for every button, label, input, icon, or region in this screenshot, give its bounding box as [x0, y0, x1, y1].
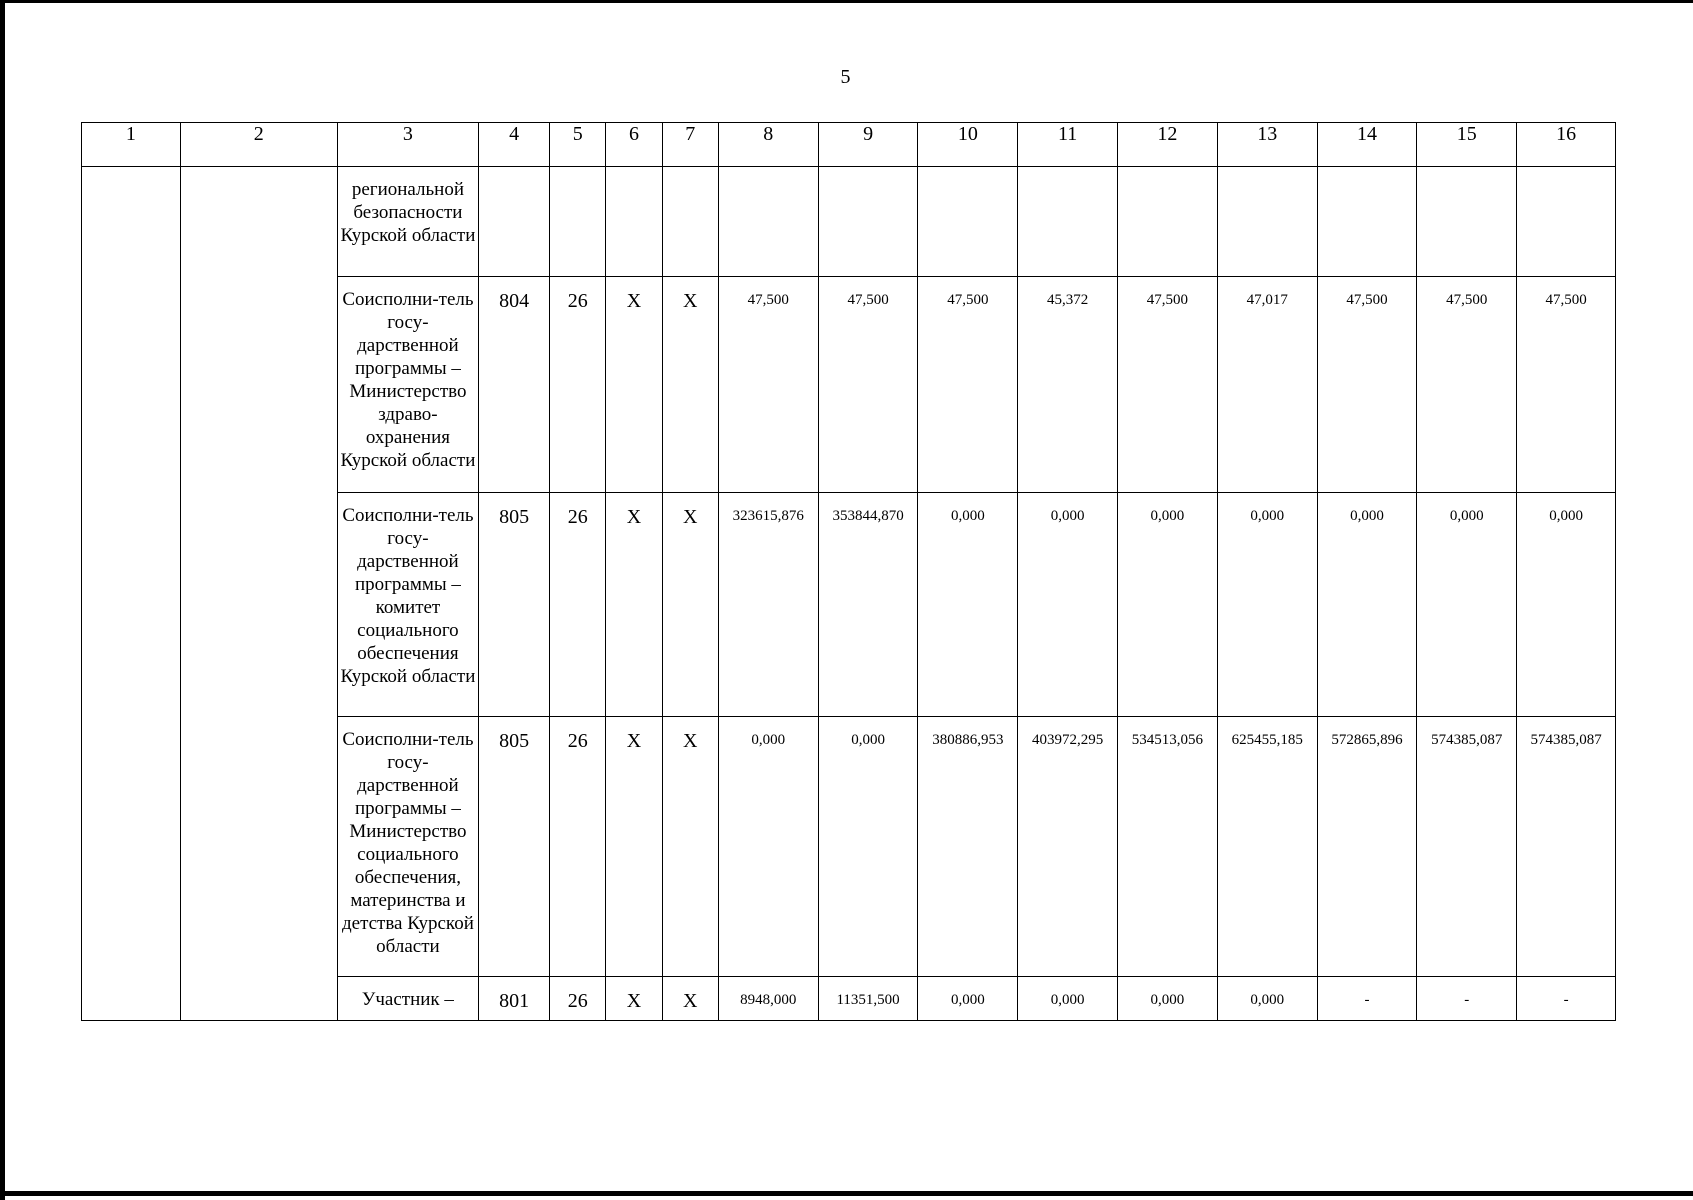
- header-cell-12: 12: [1118, 123, 1218, 167]
- header-cell-10: 10: [918, 123, 1018, 167]
- header-cell-3: 3: [337, 123, 478, 167]
- row-description: Соисполни-тель госу-дарственной программы – Министерство социального обеспечения, материнства и детства Курской области: [337, 717, 478, 977]
- cell-col14: [1317, 167, 1417, 277]
- cell-col15: 47,500: [1417, 277, 1517, 493]
- cell-col13: 625455,185: [1217, 717, 1317, 977]
- cell-col9: 0,000: [818, 717, 918, 977]
- cell-col13: 47,017: [1217, 277, 1317, 493]
- header-cell-7: 7: [662, 123, 718, 167]
- merged-cell-col1: [82, 167, 181, 1021]
- cell-col10: 0,000: [918, 493, 1018, 717]
- cell-col16: 0,000: [1517, 493, 1616, 717]
- header-cell-1: 1: [82, 123, 181, 167]
- cell-col4: 801: [479, 977, 550, 1021]
- header-cell-11: 11: [1018, 123, 1118, 167]
- page-number: 5: [840, 66, 851, 88]
- cell-col7: [662, 167, 718, 277]
- table-row: [82, 167, 1616, 277]
- cell-col4: 805: [479, 493, 550, 717]
- cell-col5: 26: [550, 277, 606, 493]
- header-cell-16: 16: [1517, 123, 1616, 167]
- cell-col10: [918, 167, 1018, 277]
- cell-col7: Х: [662, 277, 718, 493]
- cell-col12: 0,000: [1118, 493, 1218, 717]
- cell-col13: [1217, 167, 1317, 277]
- cell-col7: Х: [662, 977, 718, 1021]
- cell-col16: 574385,087: [1517, 717, 1616, 977]
- header-cell-14: 14: [1317, 123, 1417, 167]
- cell-col14: 572865,896: [1317, 717, 1417, 977]
- cell-col10: 47,500: [918, 277, 1018, 493]
- cell-col10: 0,000: [918, 977, 1018, 1021]
- scan-edge-top: [0, 0, 1693, 3]
- cell-col8: 323615,876: [718, 493, 818, 717]
- cell-col12: [1118, 167, 1218, 277]
- merged-cell-col2: [180, 167, 337, 1021]
- cell-col5: 26: [550, 493, 606, 717]
- cell-col11: 45,372: [1018, 277, 1118, 493]
- header-cell-9: 9: [818, 123, 918, 167]
- cell-col9: [818, 167, 918, 277]
- cell-col5: 26: [550, 977, 606, 1021]
- cell-col14: 47,500: [1317, 277, 1417, 493]
- cell-col4: [479, 167, 550, 277]
- cell-col6: Х: [606, 493, 662, 717]
- cell-col14: -: [1317, 977, 1417, 1021]
- table-header-row: [82, 123, 1616, 167]
- cell-col7: Х: [662, 493, 718, 717]
- cell-col15: [1417, 167, 1517, 277]
- header-cell-4: 4: [479, 123, 550, 167]
- cell-col6: Х: [606, 277, 662, 493]
- header-cell-15: 15: [1417, 123, 1517, 167]
- cell-col8: 47,500: [718, 277, 818, 493]
- cell-col12: 0,000: [1118, 977, 1218, 1021]
- cell-col6: [606, 167, 662, 277]
- cell-col12: 534513,056: [1118, 717, 1218, 977]
- cell-col16: -: [1517, 977, 1616, 1021]
- cell-col14: 0,000: [1317, 493, 1417, 717]
- cell-col15: -: [1417, 977, 1517, 1021]
- row-description: Соисполни-тель госу-дарственной программы – комитет социального обеспечения Курской области: [337, 493, 478, 717]
- cell-col12: 47,500: [1118, 277, 1218, 493]
- cell-col4: 804: [479, 277, 550, 493]
- header-cell-2: 2: [180, 123, 337, 167]
- header-cell-13: 13: [1217, 123, 1317, 167]
- cell-col9: 353844,870: [818, 493, 918, 717]
- cell-col15: 574385,087: [1417, 717, 1517, 977]
- cell-col11: 403972,295: [1018, 717, 1118, 977]
- cell-col11: [1018, 167, 1118, 277]
- cell-col8: 8948,000: [718, 977, 818, 1021]
- cell-col8: [718, 167, 818, 277]
- scan-edge-bottom: [0, 1191, 1693, 1196]
- cell-col13: 0,000: [1217, 977, 1317, 1021]
- header-cell-8: 8: [718, 123, 818, 167]
- cell-col4: 805: [479, 717, 550, 977]
- header-cell-5: 5: [550, 123, 606, 167]
- cell-col10: 380886,953: [918, 717, 1018, 977]
- cell-col11: 0,000: [1018, 977, 1118, 1021]
- cell-col7: Х: [662, 717, 718, 977]
- cell-col13: 0,000: [1217, 493, 1317, 717]
- row-description: Участник –: [337, 977, 478, 1021]
- cell-col6: Х: [606, 717, 662, 977]
- cell-col16: [1517, 167, 1616, 277]
- cell-col5: [550, 167, 606, 277]
- cell-col6: Х: [606, 977, 662, 1021]
- header-cell-6: 6: [606, 123, 662, 167]
- cell-col15: 0,000: [1417, 493, 1517, 717]
- row-description: Соисполни-тель госу-дарственной программы – Министерство здраво-охранения Курской области: [337, 277, 478, 493]
- row-description: региональной безопасности Курской области: [337, 167, 478, 277]
- cell-col16: 47,500: [1517, 277, 1616, 493]
- cell-col11: 0,000: [1018, 493, 1118, 717]
- cell-col5: 26: [550, 717, 606, 977]
- budget-table: [81, 122, 1616, 1021]
- cell-col9: 47,500: [818, 277, 918, 493]
- cell-col8: 0,000: [718, 717, 818, 977]
- scan-edge-left: [0, 0, 5, 1200]
- cell-col9: 11351,500: [818, 977, 918, 1021]
